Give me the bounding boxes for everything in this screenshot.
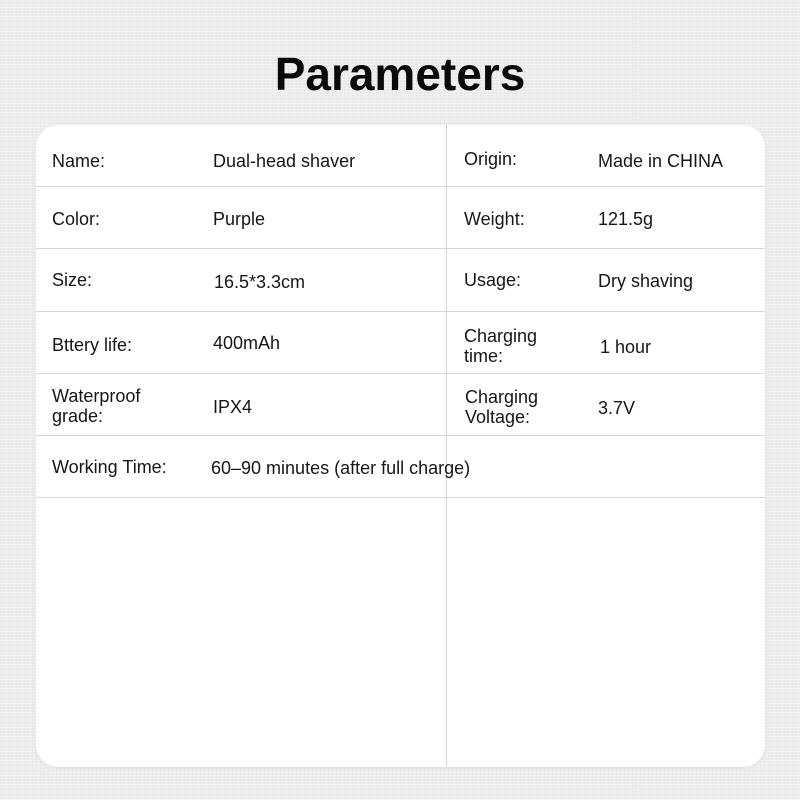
row-divider: [36, 248, 765, 249]
charging-time-value: 1 hour: [600, 337, 652, 357]
table-cell-label: [464, 324, 574, 368]
table-cell-label: [464, 137, 584, 181]
row-divider: [36, 435, 765, 436]
table-cell-value: [214, 260, 439, 304]
row-divider: [36, 311, 765, 312]
usage-label: Usage:: [464, 270, 522, 290]
battery-life-value: 400mAh: [213, 333, 281, 353]
battery-life-label: Bttery life:: [52, 335, 133, 355]
weight-label: Weight:: [464, 209, 525, 229]
row-divider: [36, 497, 765, 498]
table-cell-value: [213, 139, 438, 183]
table-cell-label: [464, 197, 584, 241]
usage-value: Dry shaving: [598, 271, 694, 291]
origin-value: Made in CHINA: [598, 151, 724, 171]
charging-voltage-label: Charging Voltage:: [465, 387, 539, 427]
color-value: Purple: [213, 209, 266, 229]
size-label: Size:: [52, 270, 93, 290]
table-cell-value: [213, 321, 438, 365]
charging-voltage-value: 3.7V: [598, 398, 636, 418]
weight-value: 121.5g: [598, 209, 654, 229]
table-cell-value: [598, 259, 758, 303]
waterproof-grade-value: IPX4: [213, 397, 253, 417]
waterproof-grade-label: Waterproof grade:: [52, 386, 141, 426]
origin-label: Origin:: [464, 149, 518, 169]
name-label: Name:: [52, 151, 106, 171]
table-cell-value: [213, 385, 438, 429]
table-cell-label: [52, 323, 202, 367]
table-cell-label: [464, 258, 584, 302]
page-title: Parameters: [274, 48, 526, 100]
name-value: Dual-head shaver: [213, 151, 356, 171]
table-cell-label: [52, 445, 212, 489]
table-cell-value: [211, 446, 571, 490]
row-divider: [36, 373, 765, 374]
table-cell-label: [52, 197, 202, 241]
table-cell-value: [598, 139, 758, 183]
table-cell-value: [598, 197, 758, 241]
size-value: 16.5*3.3cm: [214, 272, 306, 292]
table-cell-label: [52, 139, 202, 183]
table-cell-value: [213, 197, 438, 241]
parameters-table: [36, 125, 765, 767]
working-time-label: Working Time:: [52, 457, 167, 477]
table-cell-value: [598, 386, 758, 430]
color-label: Color:: [52, 209, 101, 229]
charging-time-label: Charging time:: [464, 326, 538, 366]
table-cell-label: [52, 258, 202, 302]
table-cell-label: [465, 385, 565, 429]
working-time-value: 60–90 minutes (after full charge): [211, 458, 471, 478]
table-cell-label: [52, 384, 182, 428]
table-cell-value: [600, 325, 760, 369]
row-divider: [36, 186, 765, 187]
